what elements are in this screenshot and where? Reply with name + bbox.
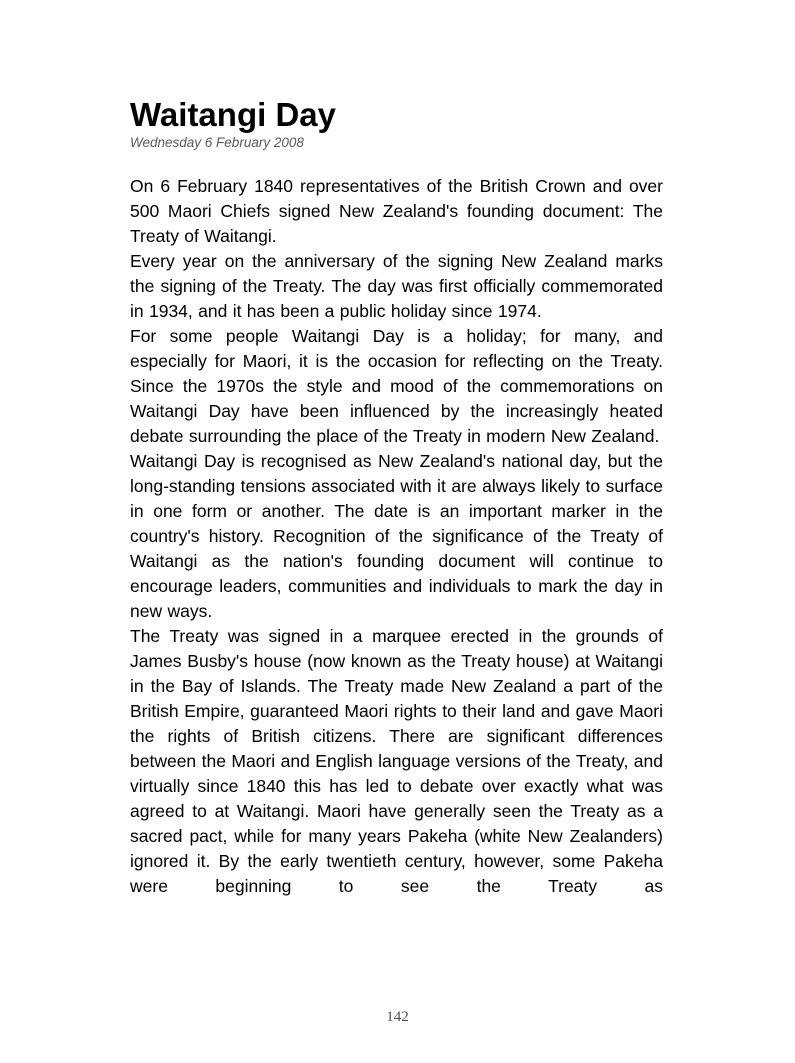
- paragraph: Waitangi Day is recognised as New Zealand's national day, but the long-standing tensions associated with it are always likely to surface in one form or another. The date is an important marker in the country's history. Recognition of the significance of the Treaty of Waitangi as the nation's founding document will continue to encourage leaders, communities and individuals to mark the day in new ways.: [130, 450, 663, 621]
- page-title: Waitangi Day: [130, 96, 336, 133]
- document-header: [130, 97, 663, 150]
- paragraph: For some people Waitangi Day is a holiday; for many, and especially for Maori, it is the occasion for reflecting on the Treaty. Since the 1970s the style and mood of the commemorations on Waitangi Day have been influenced by the increasingly heated debate surrounding the place of the Treaty in modern New Zealand.: [130, 325, 663, 446]
- paragraph: Every year on the anniversary of the signing New Zealand marks the signing of the Treaty. The day was first officially commemorated in 1934, and it has been a public holiday since 1974.: [130, 250, 663, 321]
- date-subtitle: Wednesday 6 February 2008: [130, 134, 304, 150]
- page-footer: [0, 1009, 795, 1026]
- paragraph: On 6 February 1840 representatives of the British Crown and over 500 Maori Chiefs signed New Zealand's founding document: The Treaty of Waitangi.: [130, 175, 663, 246]
- paragraph: The Treaty was signed in a marquee erected in the grounds of James Busby's house (now known as the Treaty house) at Waitangi in the Bay of Islands. The Treaty made New Zealand a part of the British Empire, guaranteed Maori rights to their land and gave Maori the rights of British citizens. There are significant differences between the Maori and English language versions of the Treaty, and virtually since 1840 this has led to debate over exactly what was agreed to at Waitangi. Maori have generally seen the Treaty as a sacred pact, while for many years Pakeha (white New Zealanders) ignored it. By the early twentieth century, however, some Pakeha were beginning to see the Treaty as: [130, 625, 663, 896]
- page-number: 142: [386, 1009, 409, 1025]
- document-body: [130, 174, 663, 899]
